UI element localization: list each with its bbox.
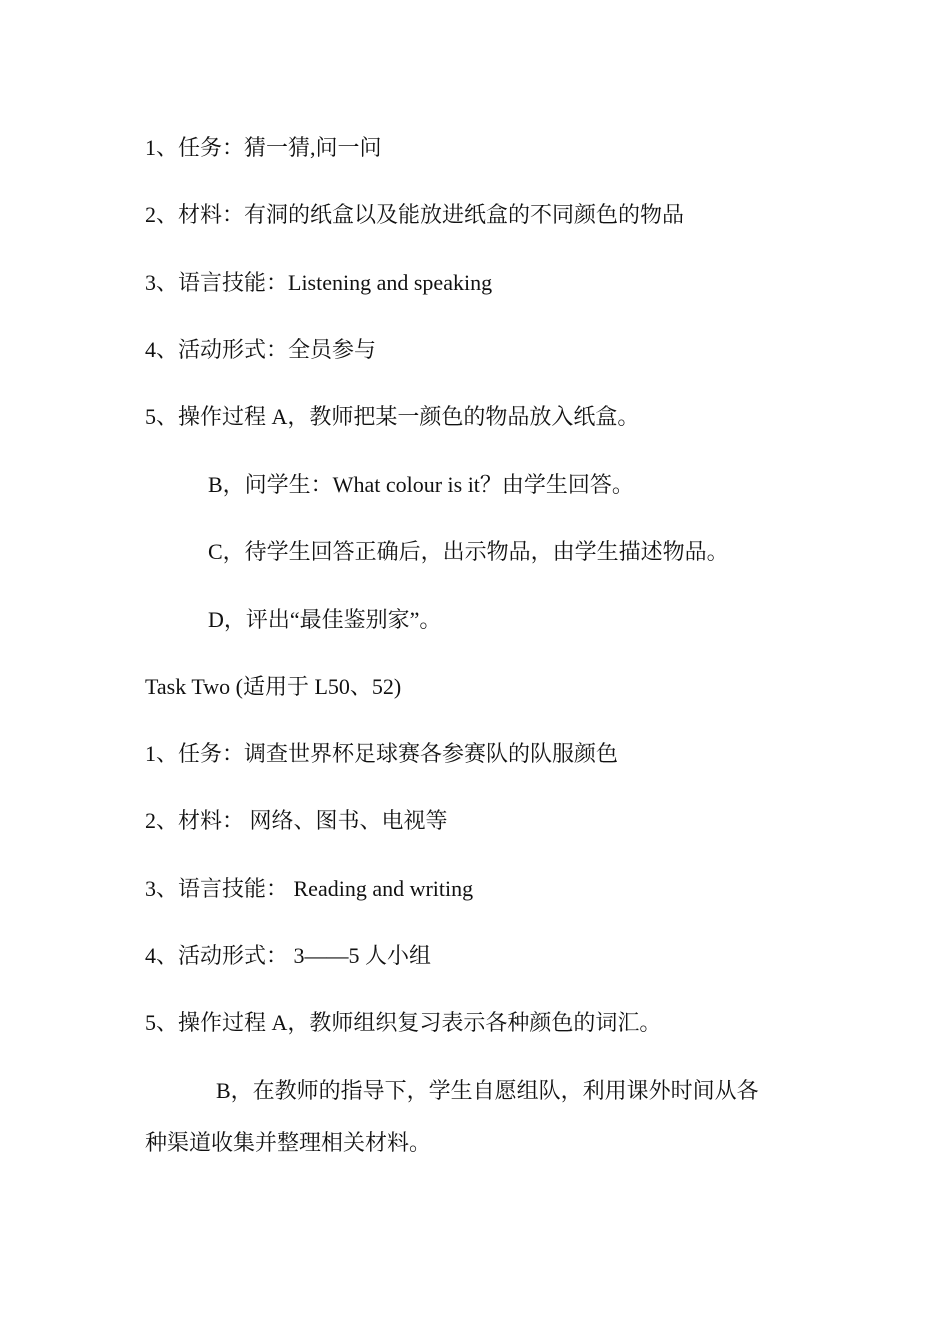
- task-one-item-2: 2、材料：有洞的纸盒以及能放进纸盒的不同颜色的物品: [145, 202, 685, 227]
- task-one-step-d: D，评出“最佳鉴别家”。: [208, 607, 442, 632]
- task-one-item-1: 1、任务：猜一猜,问一问: [145, 135, 382, 160]
- task-one-item-4: 4、活动形式：全员参与: [145, 337, 377, 362]
- task-two-item-3: 3、语言技能： Reading and writing: [145, 876, 474, 901]
- task-two-step-b-line-2: 种渠道收集并整理相关材料。: [145, 1130, 432, 1155]
- task-one-step-c: C，待学生回答正确后，出示物品，由学生描述物品。: [208, 539, 729, 564]
- task-two-item-2: 2、材料： 网络、图书、电视等: [145, 808, 448, 833]
- task-one-step-b: B，问学生：What colour is it？由学生回答。: [208, 472, 634, 497]
- task-two-item-1: 1、任务：调查世界杯足球赛各参赛队的队服颜色: [145, 741, 619, 766]
- task-two-item-4: 4、活动形式： 3——5 人小组: [145, 943, 432, 968]
- task-two-heading: Task Two (适用于 L50、52): [145, 674, 402, 699]
- task-two-item-5: 5、操作过程 A，教师组织复习表示各种颜色的词汇。: [145, 1010, 662, 1035]
- task-one-item-3: 3、语言技能：Listening and speaking: [145, 270, 493, 295]
- task-two-step-b-line-1: B，在教师的指导下，学生自愿组队，利用课外时间从各: [216, 1078, 759, 1103]
- task-one-item-5: 5、操作过程 A，教师把某一颜色的物品放入纸盒。: [145, 404, 640, 429]
